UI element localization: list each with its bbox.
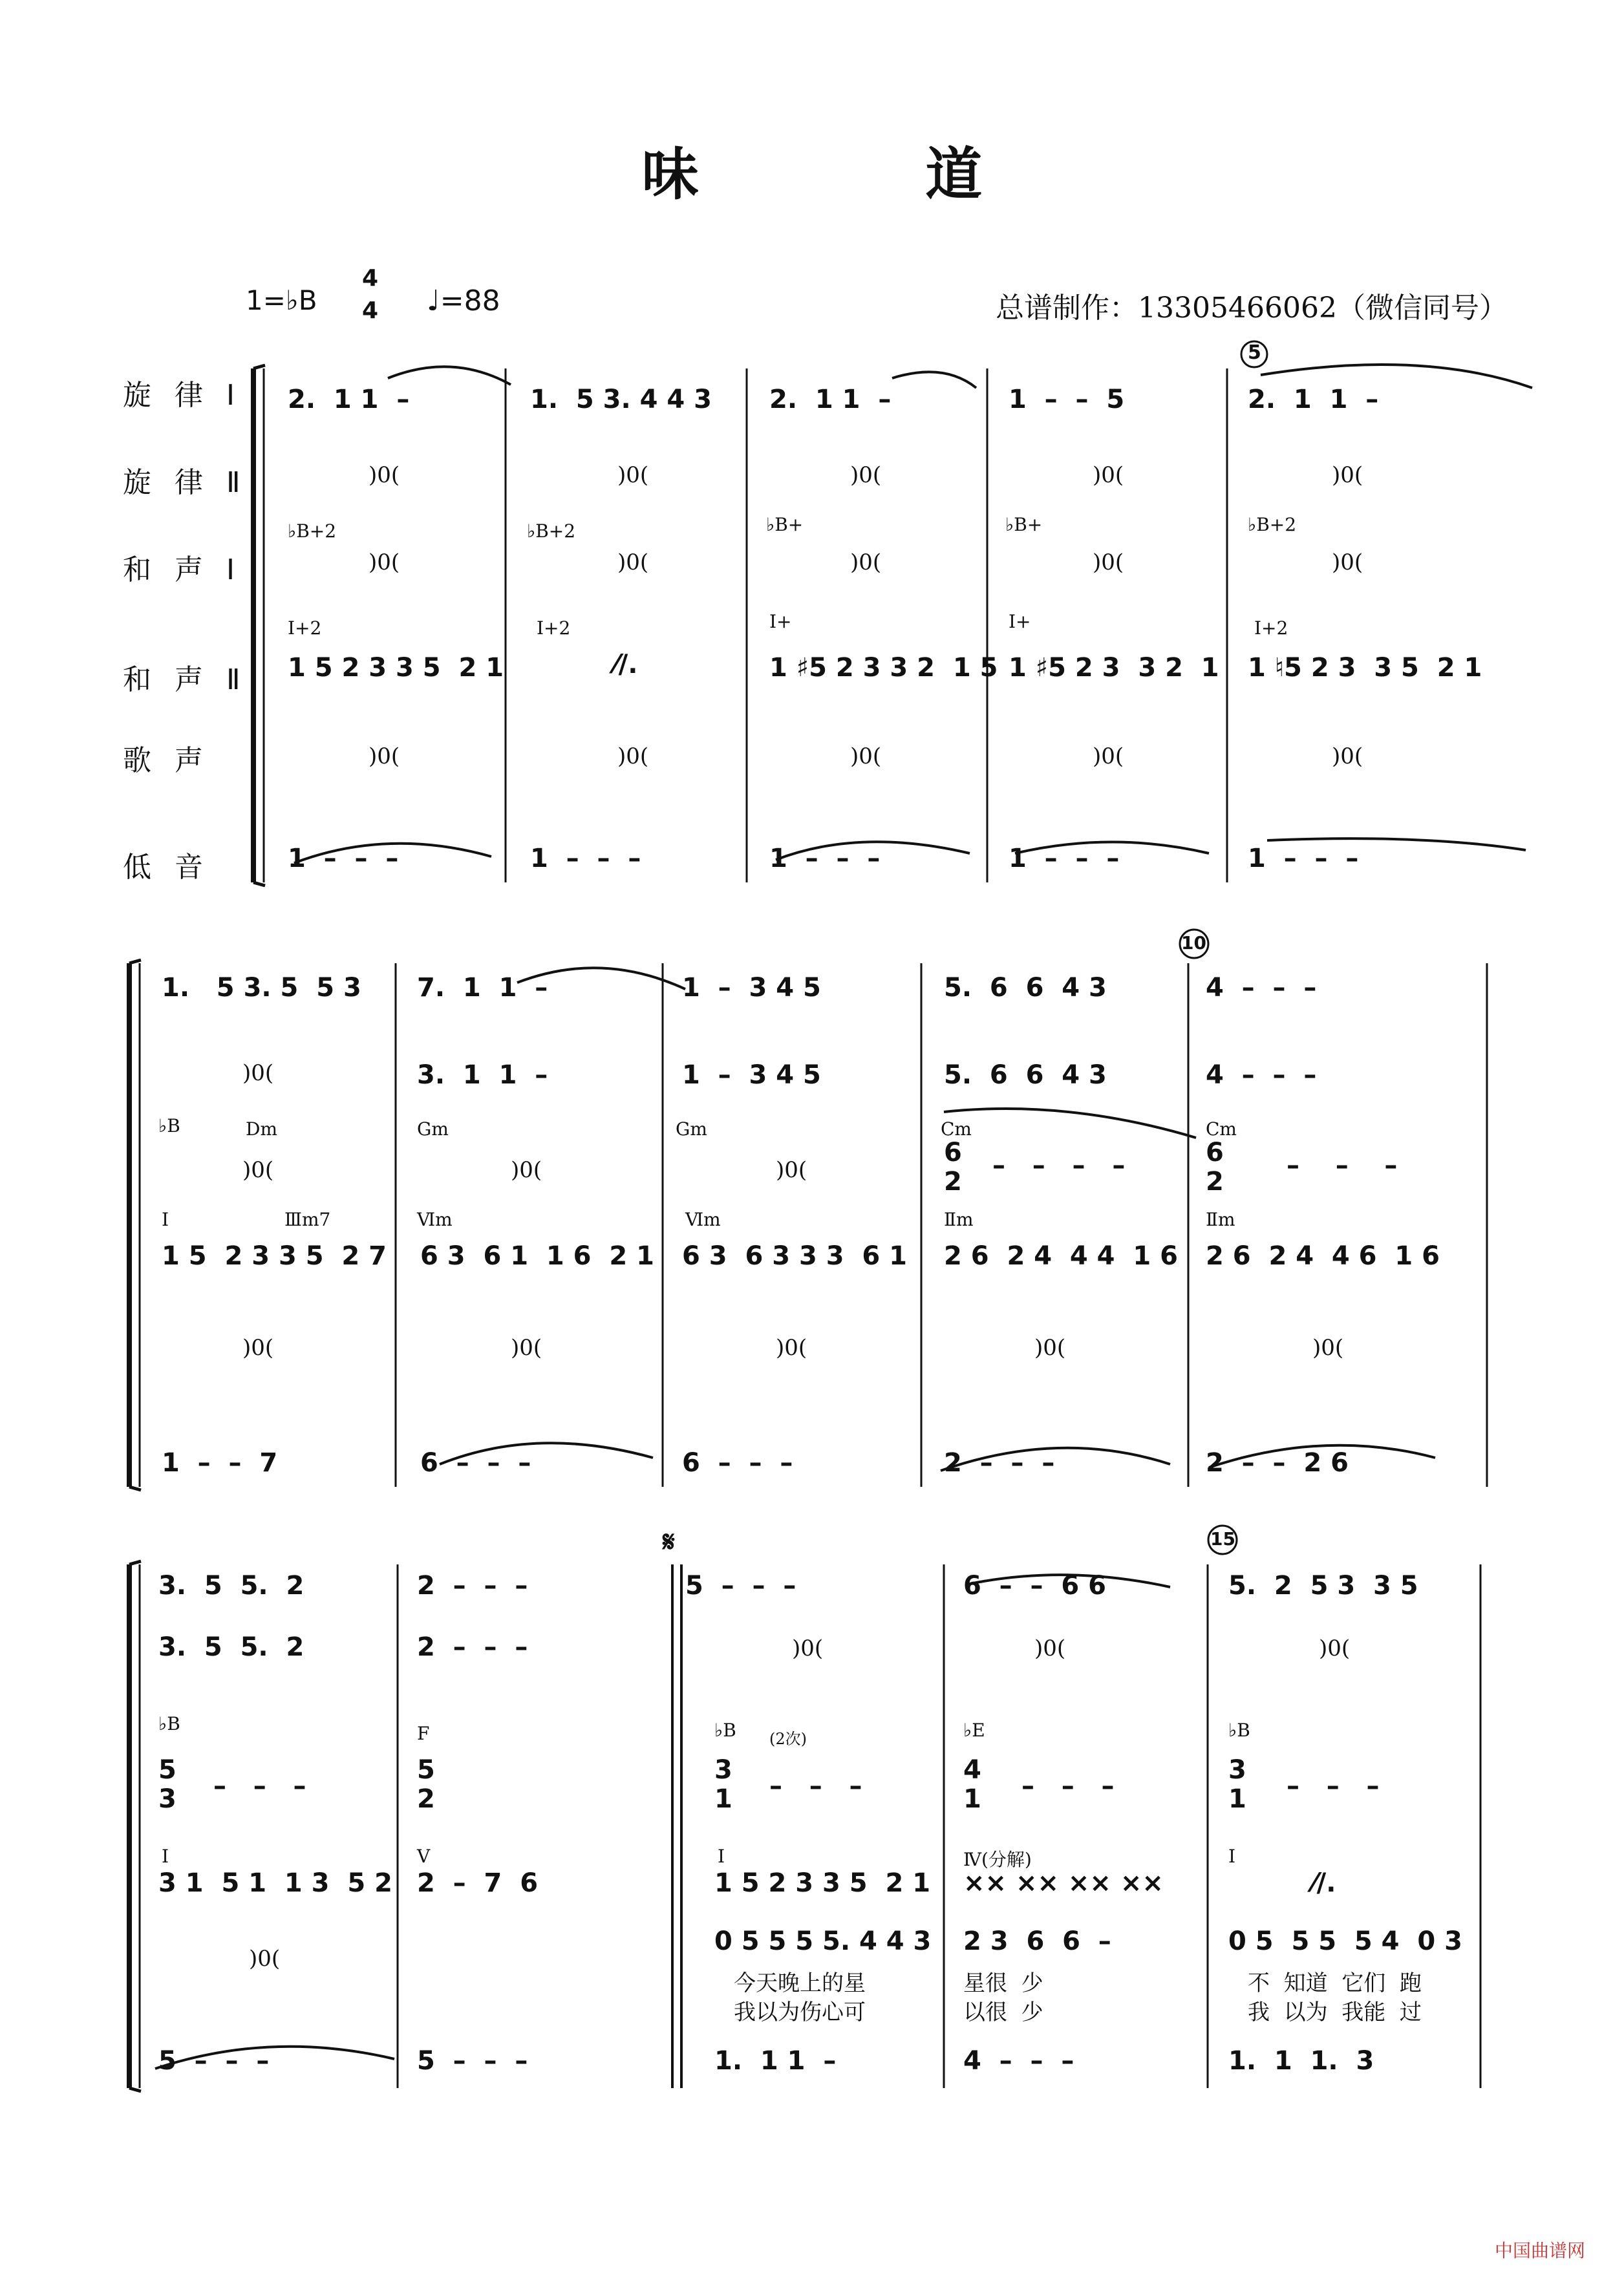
- s1-chord-bar2: ♭B+2: [527, 520, 576, 542]
- s2-chord-6: Cm: [1206, 1118, 1237, 1140]
- s2-roman-2: Ⅲm7: [284, 1209, 331, 1230]
- s2-h2-bar1: 1 5 2 3 3 5 2 7: [162, 1241, 387, 1271]
- s1-chord-bar3: ♭B+: [766, 514, 804, 535]
- s1-roman-bar1: Ⅰ+2: [288, 617, 322, 639]
- s2-h1-note-2b: 2: [1206, 1167, 1224, 1197]
- s2-h1-bar1: )0(: [242, 1157, 274, 1183]
- s3-chord-3: ♭B: [714, 1720, 736, 1741]
- watermark-logo: 中国曲谱网: [1494, 2240, 1585, 2261]
- s3-m2-bar3: )0(: [792, 1636, 824, 1661]
- s3-lyrics1-bar5: 不 知道 它们 跑: [1248, 1970, 1422, 1996]
- s1-chord-bar1: ♭B+2: [288, 520, 337, 542]
- s3-h2-bar3: 1 5 2 3 3 5 2 1: [714, 1868, 931, 1898]
- s1-m1-bar2: 1. 5 3. 4 4 3: [530, 385, 712, 414]
- s3-h1-dashes-3: – – –: [769, 1771, 862, 1801]
- s3-h1-5: 5: [158, 1755, 176, 1785]
- s3-roman-3: Ⅰ: [718, 1846, 725, 1867]
- s2-h1-note-2a: 2: [944, 1167, 962, 1197]
- s3-h1-dashes-1: – – –: [213, 1771, 306, 1801]
- s1-m2-bar2: )0(: [617, 462, 649, 488]
- score-credit: 总谱制作：13305466062（微信同号）: [996, 292, 1508, 325]
- s2-roman-1: Ⅰ: [162, 1209, 169, 1230]
- s2-m1-bar1: 1. 5 3. 5 5 3: [162, 973, 361, 1003]
- s1-vocal-bar4: )0(: [1093, 743, 1124, 769]
- time-numerator: 4: [362, 265, 379, 292]
- s3-bass-bar2: 5 – – –: [417, 2046, 528, 2076]
- s1-m2-bar1: )0(: [369, 462, 400, 488]
- s3-h1-3c: 3: [1228, 1755, 1246, 1785]
- s1-m1-bar3: 2. 1 1 –: [769, 385, 892, 414]
- s2-m2-bar2: 3. 1 1 –: [417, 1060, 548, 1090]
- segno-sign: 𝄋: [663, 1526, 675, 1559]
- s2-h1-dashes-bar5: – – –: [1287, 1151, 1398, 1180]
- rehearsal-mark-10: 10: [1181, 932, 1206, 954]
- rehearsal-mark-15: 15: [1210, 1528, 1235, 1550]
- s3-lyrics2-bar4: 以很 少: [963, 1999, 1043, 2025]
- time-denominator: 4: [362, 297, 379, 324]
- s3-m1-bar4: 6 – – 6 6: [963, 1571, 1106, 1601]
- s1-m1-bar4: 1 – – 5: [1009, 385, 1125, 414]
- part-label-bass: 低音: [123, 851, 226, 884]
- s3-lyrics2-bar3: 我以为伤心可: [734, 1999, 866, 2025]
- s2-h1-note-6a: 6: [944, 1138, 962, 1168]
- s1-vocal-bar3: )0(: [850, 743, 882, 769]
- page-title: 味 道: [641, 141, 1086, 208]
- s1-h2-bar3: 1 ♯5 2 3 3 2 1 5: [769, 653, 998, 683]
- s3-m1-bar5: 5. 2 5 3 3 5: [1228, 1571, 1418, 1601]
- s3-chord-2nd-time: (2次): [769, 1730, 807, 1748]
- s3-m1-bar1: 3. 5 5. 2: [158, 1571, 304, 1601]
- s2-bass-bar2: 6 – – –: [420, 1448, 531, 1478]
- s2-chord-4: Gm: [676, 1118, 707, 1140]
- s2-vocal-bar5: )0(: [1312, 1335, 1344, 1361]
- s1-chord-bar4: ♭B+: [1005, 514, 1043, 535]
- s2-roman-3: Ⅵm: [417, 1209, 453, 1230]
- s2-m1-bar3: 1 – 3 4 5: [682, 973, 821, 1003]
- tempo-marking: ♩=88: [427, 284, 500, 317]
- s3-h1-dashes-4: – – –: [1021, 1771, 1115, 1801]
- s3-h2-bar1: 3 1 5 1 1 3 5 2: [158, 1868, 392, 1898]
- s3-bass-bar5: 1. 1 1. 3: [1228, 2046, 1374, 2076]
- s3-h1-1: 1: [714, 1784, 732, 1814]
- s2-h1-bar3: )0(: [776, 1157, 807, 1183]
- s3-m2-bar5: )0(: [1319, 1636, 1351, 1661]
- s3-h1-dashes-5: – – –: [1287, 1771, 1380, 1801]
- s2-bass-bar3: 6 – – –: [682, 1448, 793, 1478]
- s1-h1-bar2: )0(: [617, 549, 649, 575]
- key-signature: 1=♭B: [246, 284, 317, 316]
- s3-chord-2: F: [417, 1723, 430, 1744]
- s2-m2-bar3: 1 – 3 4 5: [682, 1060, 821, 1090]
- s2-bass-bar4: 2 – – –: [944, 1448, 1055, 1478]
- s2-chord-3: Gm: [417, 1118, 449, 1140]
- s3-roman-4: Ⅳ(分解): [963, 1849, 1032, 1870]
- s1-m2-bar4: )0(: [1093, 462, 1124, 488]
- s3-vocal-bar3: 0 5 5 5 5. 4 4 3: [714, 1926, 932, 1956]
- part-label-melody2: 旋律Ⅱ: [123, 466, 264, 499]
- s2-h2-bar2: 6 3 6 1 1 6 2 1: [420, 1241, 654, 1271]
- s2-bass-bar1: 1 – – 7: [162, 1448, 278, 1478]
- s2-roman-4: Ⅵm: [685, 1209, 721, 1230]
- s2-m1-bar2: 7. 1 1 –: [417, 973, 548, 1003]
- part-label-harmony2: 和声Ⅱ: [123, 663, 264, 696]
- s1-h1-bar4: )0(: [1093, 549, 1124, 575]
- s3-vocal-bar5: 0 5 5 5 5 4 0 3: [1228, 1926, 1462, 1956]
- s3-bass-bar3: 1. 1 1 –: [714, 2046, 837, 2076]
- s3-lyrics1-bar4: 星很 少: [963, 1970, 1043, 1996]
- s2-m1-bar5: 4 – – –: [1206, 973, 1317, 1003]
- s3-h2-bar2: 2 – 7 6: [417, 1868, 539, 1898]
- s2-vocal-bar4: )0(: [1034, 1335, 1066, 1361]
- s1-bass-bar4: 1 – – –: [1009, 844, 1120, 873]
- s1-bass-bar5: 1 – – –: [1248, 844, 1359, 873]
- s2-chord-1: ♭B: [158, 1115, 180, 1136]
- s3-h1-3b: 3: [714, 1755, 732, 1785]
- s3-lyrics1-bar3: 今天晚上的星: [734, 1970, 866, 1996]
- s2-m2-bar5: 4 – – –: [1206, 1060, 1317, 1090]
- s3-m2-bar1: 3. 5 5. 2: [158, 1632, 304, 1662]
- s3-h2-bar4: ×× ×× ×× ××: [963, 1868, 1164, 1898]
- s1-roman-bar3: Ⅰ+: [769, 611, 792, 632]
- s1-h2-bar2: ⁄/.: [614, 650, 638, 679]
- s1-vocal-bar2: )0(: [617, 743, 649, 769]
- s1-roman-bar5: Ⅰ+2: [1254, 617, 1288, 639]
- s3-h1-1b: 1: [963, 1784, 981, 1814]
- s3-h1-1c: 1: [1228, 1784, 1246, 1814]
- s3-m1-bar2: 2 – – –: [417, 1571, 528, 1601]
- s3-roman-1: Ⅰ: [162, 1846, 169, 1867]
- s1-h2-bar5: 1 ♮5 2 3 3 5 2 1: [1248, 653, 1482, 683]
- s3-roman-5: Ⅰ: [1228, 1846, 1236, 1867]
- s3-roman-2: Ⅴ: [417, 1846, 431, 1867]
- s1-bass-bar3: 1 – – –: [769, 844, 881, 873]
- s3-bass-bar1: 5 – – –: [158, 2046, 270, 2076]
- s2-chord-2: Dm: [246, 1118, 277, 1140]
- s2-m2-bar4: 5. 6 6 4 3: [944, 1060, 1107, 1090]
- s2-bass-bar5: 2 – – 2 6: [1206, 1448, 1349, 1478]
- s1-roman-bar4: Ⅰ+: [1009, 611, 1031, 632]
- s2-chord-5: Cm: [941, 1118, 972, 1140]
- s1-m2-bar5: )0(: [1332, 462, 1363, 488]
- s3-lyrics2-bar5: 我 以为 我能 过: [1248, 1999, 1422, 2025]
- s2-roman-5: Ⅱm: [944, 1209, 974, 1230]
- s2-m1-bar4: 5. 6 6 4 3: [944, 973, 1107, 1003]
- s1-h2-bar4: 1 ♯5 2 3 3 2 1: [1009, 653, 1219, 683]
- s1-vocal-bar5: )0(: [1332, 743, 1363, 769]
- s1-h1-bar5: )0(: [1332, 549, 1363, 575]
- s1-m1-bar5: 2. 1 1 –: [1248, 385, 1379, 414]
- s3-vocal-bar1: )0(: [249, 1946, 281, 1972]
- part-label-harmony1: 和声Ⅰ: [123, 553, 258, 586]
- s2-roman-6: Ⅱm: [1206, 1209, 1235, 1230]
- part-label-vocal: 歌声: [123, 744, 226, 777]
- s3-h1-2: 2: [417, 1784, 435, 1814]
- s2-h2-bar4: 2 6 2 4 4 4 1 6: [944, 1241, 1178, 1271]
- s2-h1-note-6b: 6: [1206, 1138, 1224, 1168]
- s3-m1-bar3: 5 – – –: [685, 1571, 796, 1601]
- s1-bass-bar2: 1 – – –: [530, 844, 641, 873]
- s2-h2-bar5: 2 6 2 4 4 6 1 6: [1206, 1241, 1440, 1271]
- rehearsal-mark-5: 5: [1248, 341, 1261, 364]
- s2-h1-bar2: )0(: [511, 1157, 542, 1183]
- s2-vocal-bar3: )0(: [776, 1335, 807, 1361]
- s3-bass-bar4: 4 – – –: [963, 2046, 1074, 2076]
- s1-m2-bar3: )0(: [850, 462, 882, 488]
- s3-vocal-bar4: 2 3 6 6 –: [963, 1926, 1111, 1956]
- s2-vocal-bar1: )0(: [242, 1335, 274, 1361]
- s1-h2-bar1: 1 5 2 3 3 5 2 1: [288, 653, 504, 683]
- s3-chord-4: ♭E: [963, 1720, 985, 1741]
- s2-vocal-bar2: )0(: [511, 1335, 542, 1361]
- s3-h2-bar5: ⁄/.: [1312, 1868, 1336, 1898]
- s1-vocal-bar1: )0(: [369, 743, 400, 769]
- s3-chord-1: ♭B: [158, 1713, 180, 1734]
- s2-h1-dashes-bar4: – – – –: [992, 1151, 1126, 1180]
- s2-m2-bar1: )0(: [242, 1060, 274, 1086]
- s3-chord-5: ♭B: [1228, 1720, 1250, 1741]
- s3-h1-5b: 5: [417, 1755, 435, 1785]
- s1-m1-bar1: 2. 1 1 –: [288, 385, 410, 414]
- s3-h1-4: 4: [963, 1755, 981, 1785]
- part-label-melody1: 旋律Ⅰ: [123, 379, 258, 412]
- s1-h1-bar1: )0(: [369, 549, 400, 575]
- s2-h2-bar3: 6 3 6 3 3 3 6 1: [682, 1241, 907, 1271]
- s3-m2-bar4: )0(: [1034, 1636, 1066, 1661]
- s1-h1-bar3: )0(: [850, 549, 882, 575]
- s3-h1-3: 3: [158, 1784, 176, 1814]
- s1-chord-bar5: ♭B+2: [1248, 514, 1297, 535]
- s1-roman-bar2: Ⅰ+2: [537, 617, 571, 639]
- s3-m2-bar2: 2 – – –: [417, 1632, 528, 1662]
- s1-bass-bar1: 1 – – –: [288, 844, 399, 873]
